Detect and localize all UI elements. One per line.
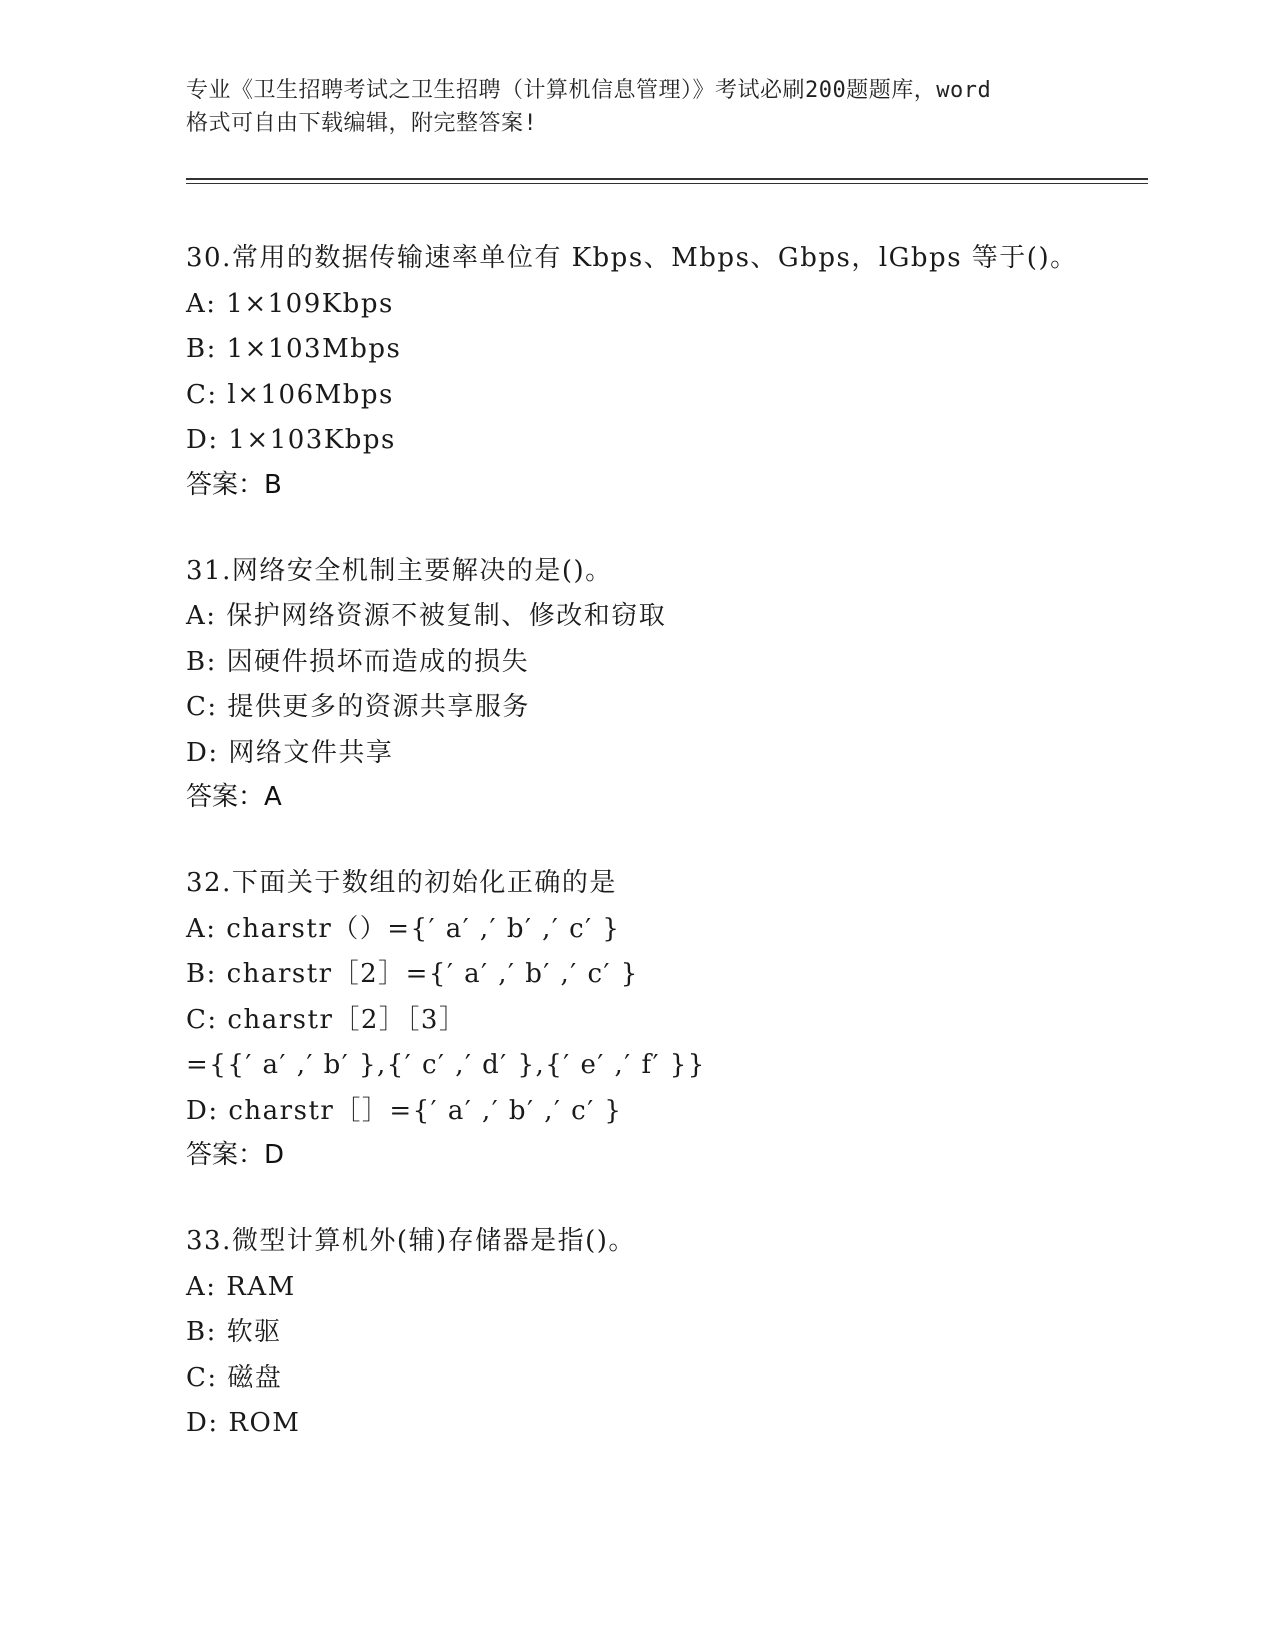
question-list	[186, 236, 1146, 1490]
option-b: B: 1×103Mbps	[186, 334, 402, 364]
option-a: A: 保护网络资源不被复制、修改和窃取	[186, 601, 667, 631]
option-c: C: l×106Mbps	[186, 379, 394, 410]
question-31	[186, 549, 1146, 819]
option-d: D: 1×103Kbps	[186, 425, 396, 455]
option-d: D: ROM	[186, 1408, 301, 1438]
header-line-1: 专业《卫生招聘考试之卫生招聘（计算机信息管理）》考试必刷200题题库，word	[186, 78, 992, 103]
option-d: D: 网络文件共享	[186, 737, 394, 768]
option-a: A: 1×109Kbps	[186, 288, 394, 319]
answer-label: 答案：B	[186, 469, 282, 500]
option-a: A: charstr（）={′ a′ ,′ b′ ,′ c′ }	[186, 913, 621, 944]
question-32	[186, 861, 1146, 1176]
option-c: C: 提供更多的资源共享服务	[186, 692, 530, 722]
answer-label: 答案：A	[186, 782, 282, 812]
question-stem: 30.常用的数据传输速率单位有 Kbps、Mbps、Gbps，lGbps 等于()。	[186, 243, 1078, 273]
option-b: B: 软驱	[186, 1317, 282, 1347]
question-30	[186, 236, 1146, 506]
question-33	[186, 1219, 1146, 1447]
option-d: D: charstr［］={′ a′ ,′ b′ ,′ c′ }	[186, 1095, 623, 1126]
answer-label: 答案：D	[186, 1140, 285, 1170]
question-stem: 32.下面关于数组的初始化正确的是	[186, 868, 617, 898]
header-divider-thick	[186, 178, 1148, 180]
header-line-2: 格式可自由下载编辑，附完整答案!	[186, 111, 538, 136]
option-c: C: 磁盘	[186, 1362, 283, 1393]
question-stem: 31.网络安全机制主要解决的是()。	[186, 555, 613, 586]
document-header	[186, 74, 1086, 140]
option-c: C: charstr［2］［3］	[186, 1004, 467, 1035]
option-b: B: 因硬件损坏而造成的损失	[186, 646, 530, 677]
option-b: B: charstr［2］={′ a′ ,′ b′ ,′ c′ }	[186, 959, 639, 989]
option-a: A: RAM	[186, 1271, 296, 1302]
question-stem: 33.微型计算机外(辅)存储器是指()。	[186, 1226, 636, 1256]
header-divider-thin	[186, 183, 1148, 184]
option-c-continued: ={{′ a′ ,′ b′ },{′ c′ ,′ d′ },{′ e′ ,′ f′ }}	[186, 1050, 706, 1080]
